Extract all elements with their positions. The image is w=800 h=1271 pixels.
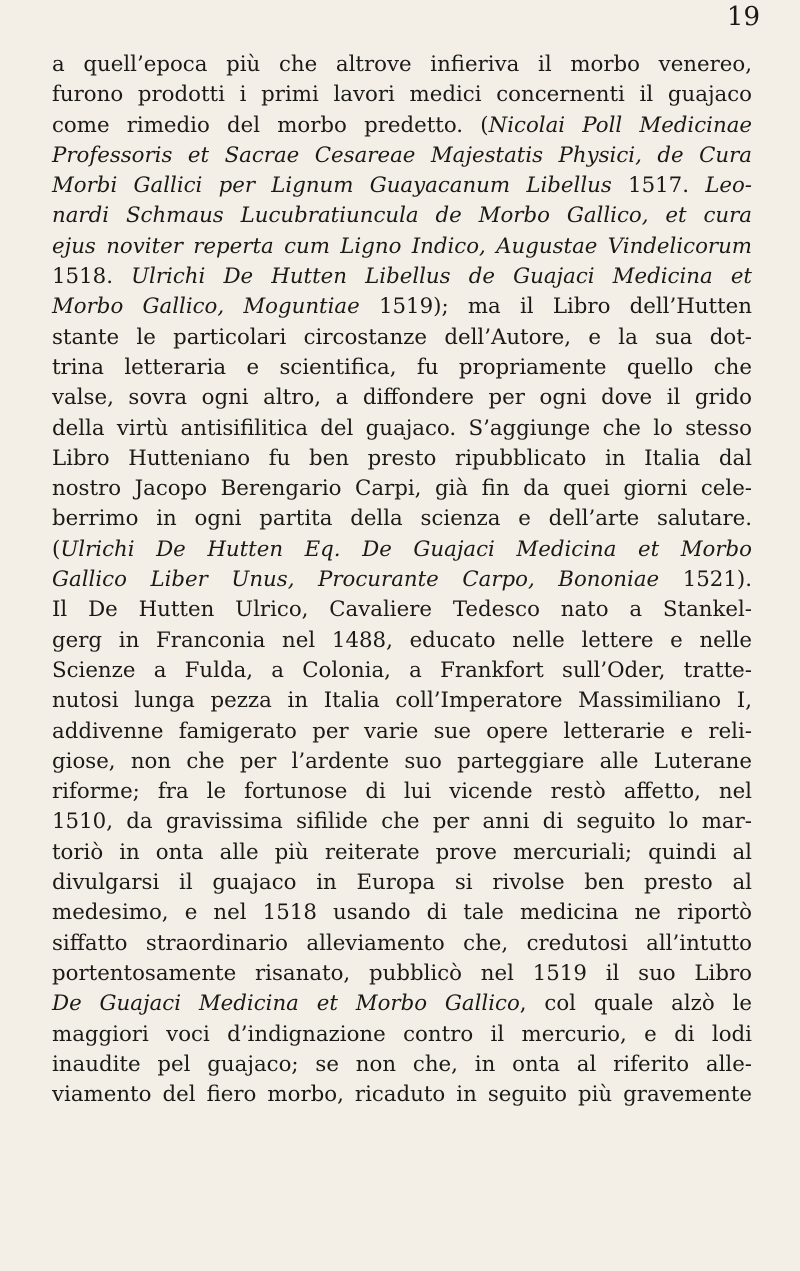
text-line [52, 474, 752, 504]
text-segment: come rimedio del morbo predetto. ( [52, 112, 489, 138]
text-line [52, 626, 752, 656]
text-line [52, 989, 752, 1019]
text-segment: stante le particolari circostanze dell’Autore, e la sua dot- [52, 324, 752, 350]
text-segment: maggiori voci d’indignazione contro il mercurio, e di lodi [52, 1021, 752, 1047]
text-segment: berrimo in ogni partita della scienza e dell’arte salutare. [52, 506, 752, 532]
text-segment: viamento del fiero morbo, ricaduto in seguito più gravemente [52, 1082, 752, 1108]
text-segment: valse, sovra ogni altro, a diffondere per ogni dove il grido [52, 385, 752, 411]
page-number: 19 [726, 2, 760, 32]
text-line [52, 868, 752, 898]
italic-text: Nicolai Poll Medicinae [488, 112, 753, 138]
text-segment: nutosi lunga pezza in Italia coll’Imperatore Massimiliano I, [52, 688, 752, 714]
text-line [52, 353, 752, 383]
italic-text: nardi Schmaus Lucubratiuncula de Morbo Gallico, et cura [52, 203, 752, 229]
text-line [52, 504, 752, 534]
italic-text: Ulrichi De Hutten Eq. De Guajaci Medicina et Morbo [60, 536, 752, 562]
text-line [52, 838, 752, 868]
text-line [52, 232, 752, 262]
text-line [52, 80, 752, 110]
text-line [52, 656, 752, 686]
text-line [52, 444, 752, 474]
text-segment: ( [52, 536, 61, 562]
text-line [52, 383, 752, 413]
text-line [52, 171, 752, 201]
text-line [52, 50, 752, 80]
text-line [52, 535, 752, 565]
text-segment: 1510, da gravissima sifilide che per anni di seguito lo mar- [52, 809, 752, 835]
italic-text: Leo- [705, 173, 752, 199]
paragraph [52, 595, 752, 1110]
text-segment: nostro Jacopo Berengario Carpi, già fin da quei giorni cele- [52, 476, 752, 502]
text-line [52, 717, 752, 747]
text-segment: riforme; fra le fortunose di lui vicende restò affetto, nel [52, 779, 752, 805]
text-line [52, 414, 752, 444]
text-line [52, 262, 752, 292]
text-segment: 1517. [611, 173, 706, 199]
italic-text: Professoris et Sacrae Cesareae Majestatis Physici, de Cura [52, 142, 752, 168]
text-segment: 1519); ma il Libro dell’Hutten [359, 294, 752, 320]
text-segment: inaudite pel guajaco; se non che, in onta al riferito alle- [52, 1051, 752, 1077]
text-line [52, 777, 752, 807]
italic-text: Ulrichi De Hutten Libellus de Guajaci Medicina et [131, 264, 752, 290]
text-segment: gerg in Franconia nel 1488, educato nelle lettere e nelle [52, 627, 752, 653]
italic-text: De Guajaci Medicina et Morbo Gallico [52, 991, 520, 1017]
text-line [52, 686, 752, 716]
text-line [52, 1020, 752, 1050]
text-line [52, 323, 752, 353]
text-line [52, 201, 752, 231]
text-line [52, 565, 752, 595]
text-segment: addivenne famigerato per varie sue opere letterarie e reli- [52, 718, 752, 744]
italic-text: Gallico Liber Unus, Procurante Carpo, Bononiae [52, 567, 660, 593]
text-line [52, 959, 752, 989]
text-line [52, 141, 752, 171]
italic-text: Morbi Gallici per Lignum Guayacanum Libellus [52, 173, 612, 199]
text-segment: divulgarsi il guajaco in Europa si rivolse ben presto al [52, 870, 752, 896]
text-segment: a quell’epoca più che altrove infieriva il morbo venereo, [52, 52, 752, 77]
body-text [52, 50, 752, 1110]
text-line [52, 292, 752, 322]
paragraph [52, 50, 752, 595]
text-line [52, 807, 752, 837]
text-segment: portentosamente risanato, pubblicò nel 1519 il suo Libro [52, 960, 752, 986]
text-segment: 1518. [52, 264, 132, 290]
italic-text: Morbo Gallico, Moguntiae [52, 294, 360, 320]
text-line [52, 1050, 752, 1080]
text-segment: Scienze a Fulda, a Colonia, a Frankfort sull’Oder, tratte- [52, 657, 752, 683]
text-segment: siffatto straordinario alleviamento che, credutosi all’intutto [52, 930, 752, 956]
text-segment: Il De Hutten Ulrico, Cavaliere Tedesco nato a Stankel- [52, 597, 752, 623]
text-line [52, 595, 752, 625]
text-segment: trina letteraria e scientifica, fu propriamente quello che [52, 354, 752, 380]
text-line [52, 1080, 752, 1110]
text-line [52, 747, 752, 777]
text-segment: medesimo, e nel 1518 usando di tale medicina ne riportò [52, 900, 752, 926]
text-segment: 1521). [659, 567, 752, 593]
text-segment: , col quale alzò le [519, 991, 752, 1017]
text-line [52, 111, 752, 141]
text-segment: giose, non che per l’ardente suo parteggiare alle Luterane [52, 748, 752, 774]
italic-text: ejus noviter reperta cum Ligno Indico, Augustae Vindelicorum [52, 233, 752, 259]
text-line [52, 898, 752, 928]
text-segment: furono prodotti i primi lavori medici concernenti il guajaco [52, 82, 752, 108]
text-segment: Libro Hutteniano fu ben presto ripubblicato in Italia dal [52, 445, 752, 471]
text-segment: toriò in onta alle più reiterate prove mercuriali; quindi al [52, 839, 752, 865]
text-line [52, 929, 752, 959]
text-segment: della virtù antisifilitica del guajaco. S’aggiunge che lo stesso [52, 415, 752, 441]
